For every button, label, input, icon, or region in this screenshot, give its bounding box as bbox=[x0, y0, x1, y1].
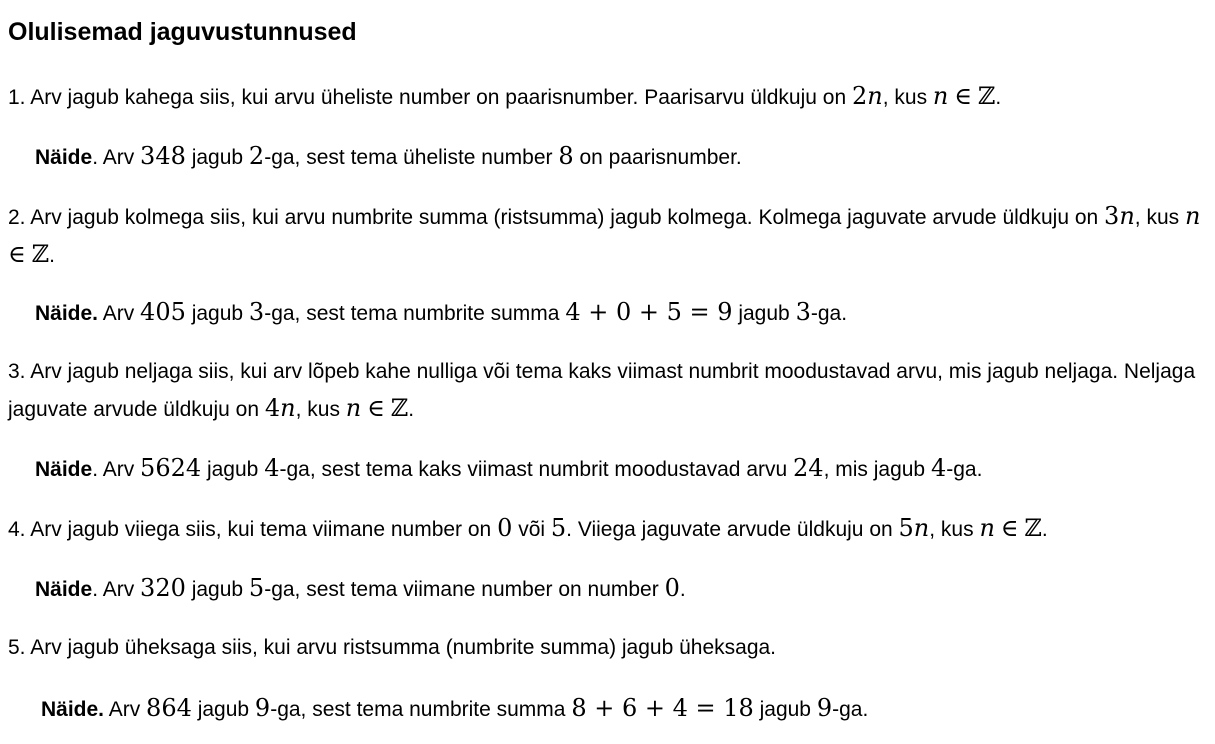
example-3: Näide. Arv 5624 jagub 4-ga, sest tema kaks viimast numbrit moodustavad arvu 24, mis jagub 4-ga. bbox=[35, 454, 983, 482]
example-1: Näide. Arv 348 jagub 2-ga, sest tema üheliste number 8 on paarisnumber. bbox=[35, 142, 742, 170]
example-2: Näide. Arv 405 jagub 3-ga, sest tema numbrite summa 4 + 0 + 5 = 9 jagub 3-ga. bbox=[35, 298, 848, 326]
rule-3: 3. Arv jagub neljaga siis, kui arv lõpeb kahe nulliga või tema kaks viimast numbrit moodustavad arvu, mis jagub neljaga. Neljaga jaguvate arvude üldkuju on 4n, kus n ∈ ℤ. bbox=[8, 360, 1196, 422]
example-label: Näide. bbox=[35, 302, 99, 325]
example-label: Näide bbox=[35, 458, 93, 481]
page-title: Olulisemad jaguvustunnused bbox=[8, 18, 357, 46]
rule-1: 1. Arv jagub kahega siis, kui arvu üheliste number on paarisnumber. Paarisarvu üldkuju on 2n, kus n ∈ ℤ. bbox=[8, 82, 1002, 110]
example-4: Näide. Arv 320 jagub 5-ga, sest tema viimane number on number 0. bbox=[35, 574, 686, 602]
example-5: Näide. Arv 864 jagub 9-ga, sest tema numbrite summa 8 + 6 + 4 = 18 jagub 9-ga. bbox=[41, 694, 869, 722]
rule-4: 4. Arv jagub viiega siis, kui tema viimane number on 0 või 5. Viiega jaguvate arvude üldkuju on 5n, kus n ∈ ℤ. bbox=[8, 514, 1048, 542]
example-label: Näide. bbox=[41, 698, 105, 721]
example-label: Näide bbox=[35, 578, 93, 601]
rule-2: 2. Arv jagub kolmega siis, kui arvu numbrite summa (ristsumma) jagub kolmega. Kolmega jaguvate arvude üldkuju on 3n, kus n ∈ ℤ. bbox=[8, 202, 1201, 268]
example-label: Näide bbox=[35, 146, 93, 169]
rule-5: 5. Arv jagub üheksaga siis, kui arvu ristsumma (numbrite summa) jagub üheksaga. bbox=[8, 636, 777, 659]
